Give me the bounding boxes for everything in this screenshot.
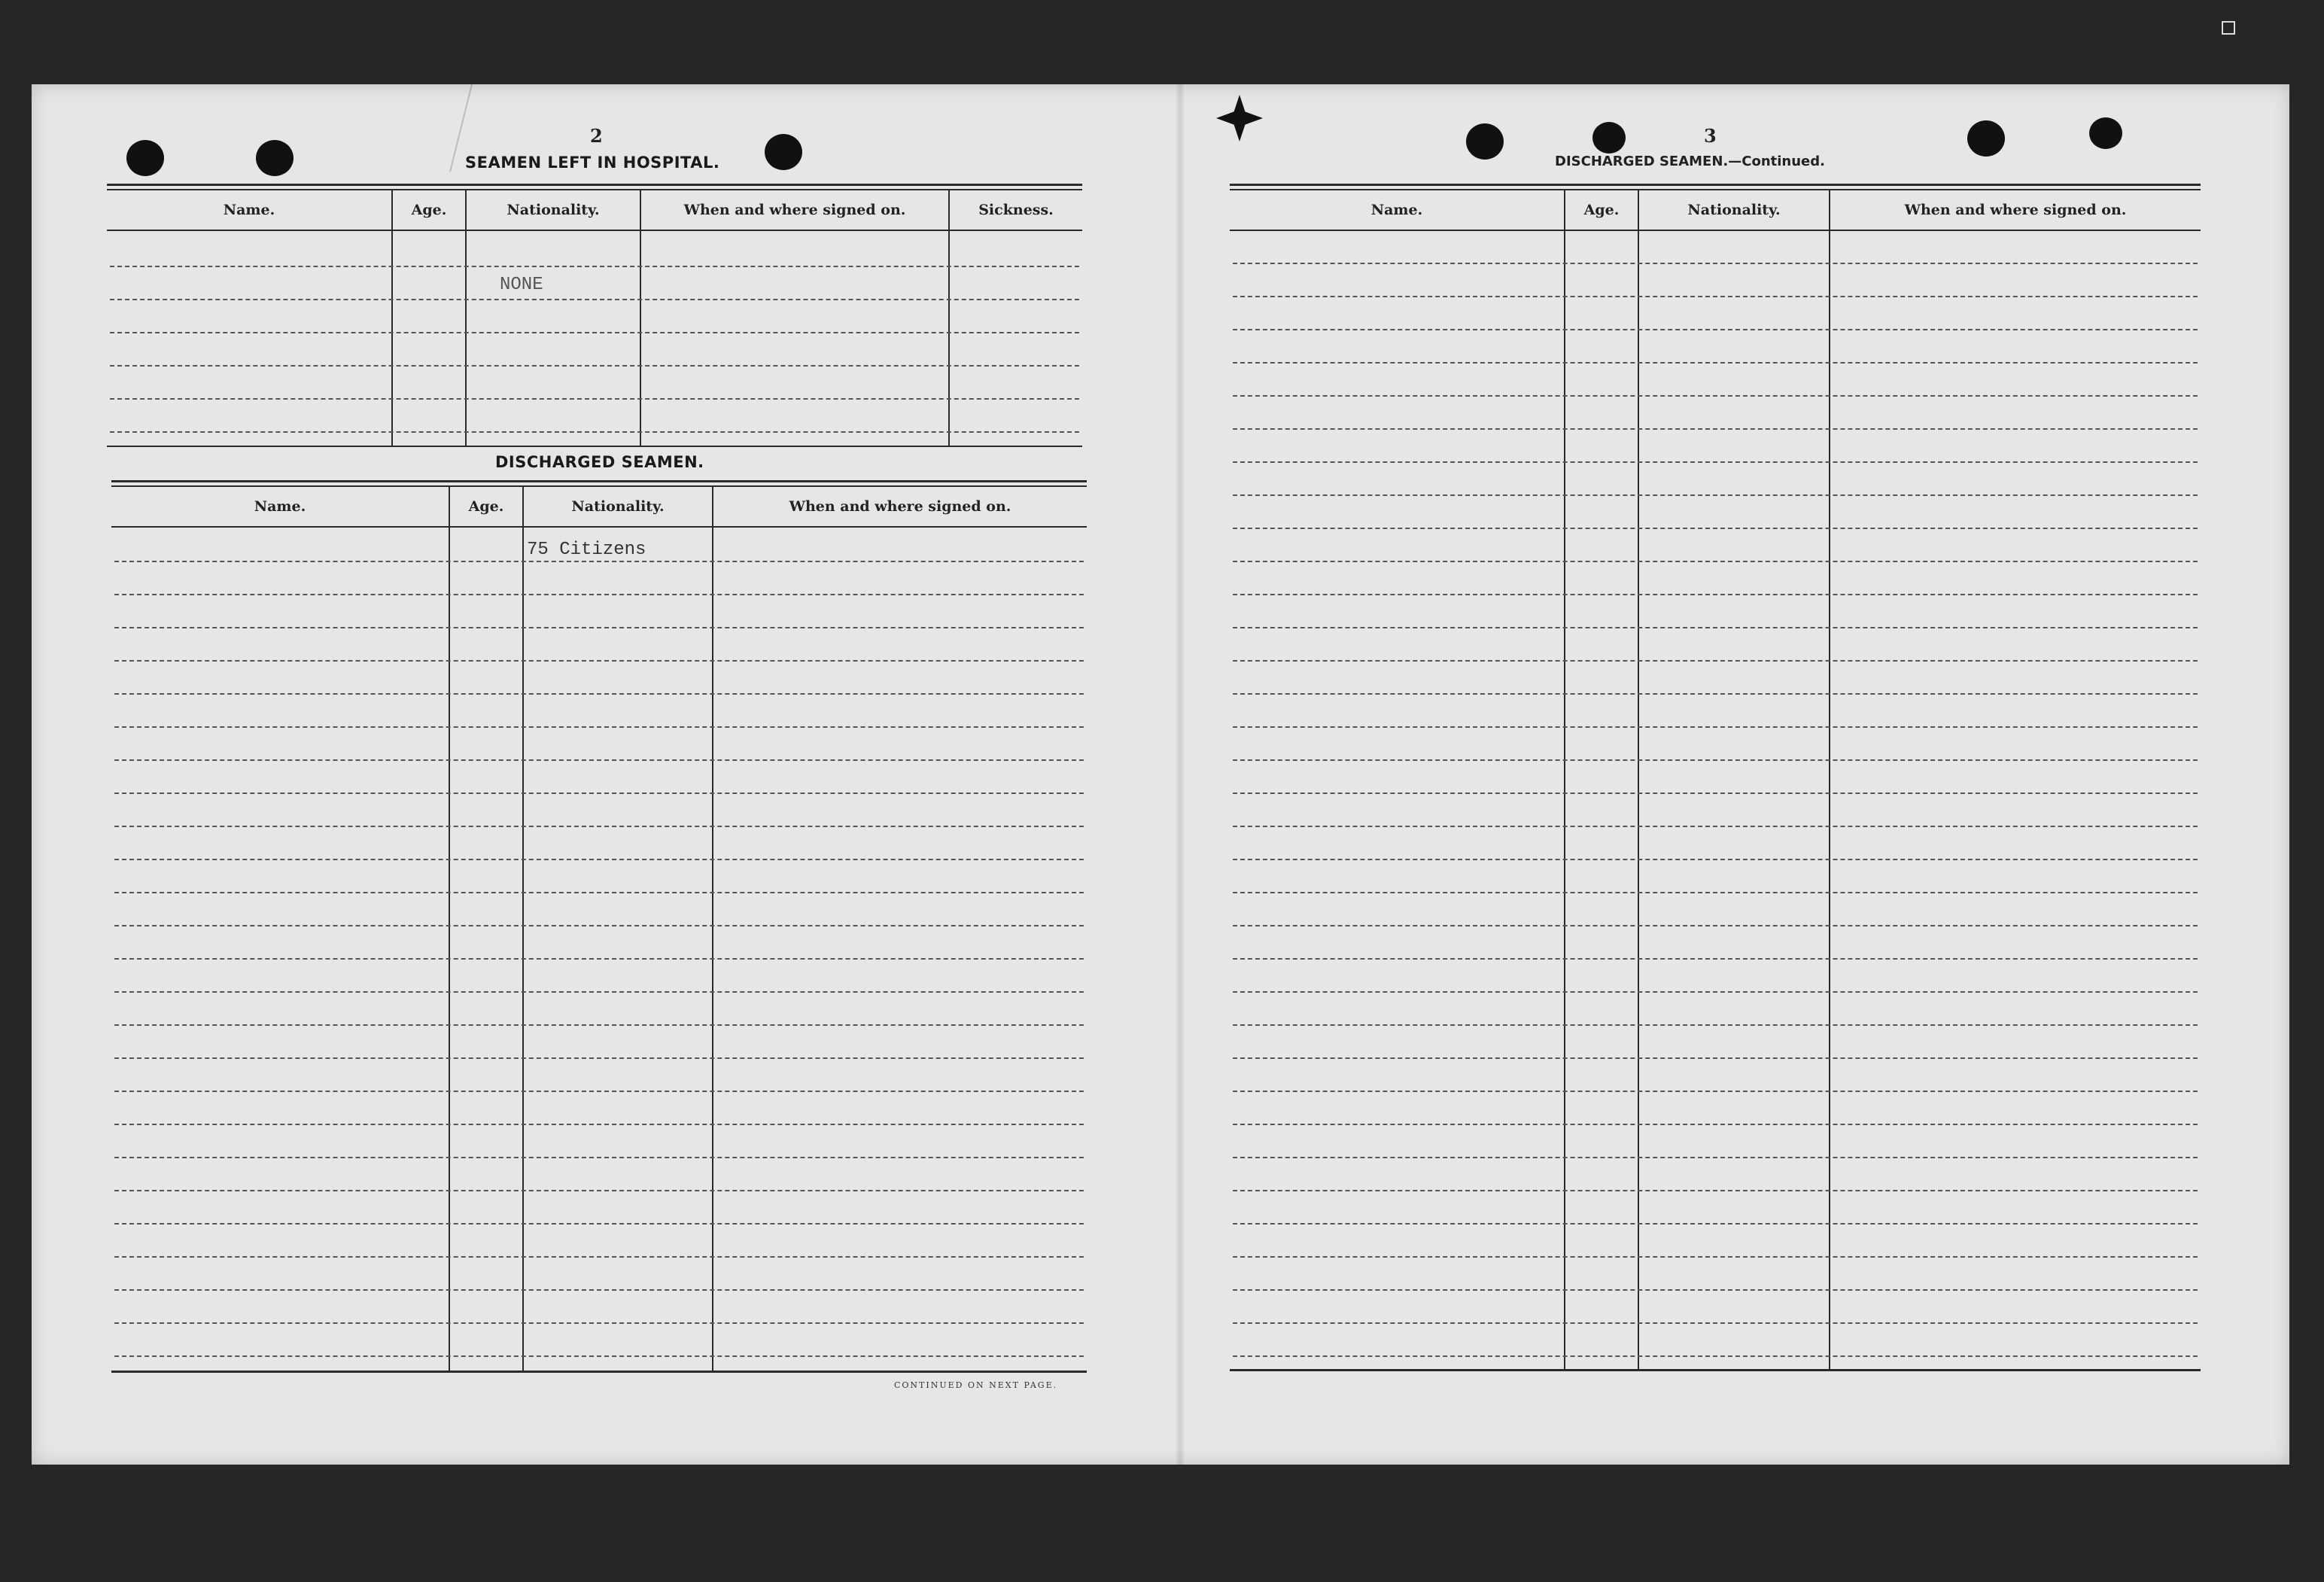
scan-corner-mark: [2222, 21, 2235, 35]
page-fold: [1176, 84, 1184, 1465]
row-rule: [1233, 793, 2198, 794]
row-rule: [1233, 925, 2198, 926]
row-rule: [114, 594, 1084, 595]
discharged-continued-header: [1230, 190, 2201, 231]
row-rule: [1233, 1355, 2198, 1357]
row-rule: [114, 826, 1084, 827]
row-rule: [114, 1223, 1084, 1225]
row-rule: [114, 1057, 1084, 1059]
row-rule: [1233, 428, 2198, 430]
punch-hole: [765, 134, 802, 170]
row-rule: [114, 693, 1084, 695]
row-rule: [1233, 1256, 2198, 1258]
row-rule: [114, 859, 1084, 860]
col-name-header: Name.: [1370, 202, 1423, 218]
punch-hole: [126, 140, 164, 176]
row-rule: [114, 660, 1084, 662]
row-rule: [1233, 759, 2198, 761]
row-rule: [114, 1256, 1084, 1258]
row-rule: [1233, 1091, 2198, 1092]
row-rule: [1233, 461, 2198, 463]
col-age-header: Age.: [468, 498, 504, 515]
row-rule: [114, 627, 1084, 628]
row-rule: [1233, 362, 2198, 364]
punch-hole: [1466, 123, 1504, 160]
row-rule: [114, 759, 1084, 761]
row-rule: [1233, 1322, 2198, 1324]
row-rule: [1233, 594, 2198, 595]
row-rule: [1233, 1024, 2198, 1026]
row-rule: [1233, 726, 2198, 728]
row-rule: [114, 1355, 1084, 1357]
page-number-left: 2: [590, 125, 603, 147]
punch-hole: [2089, 117, 2122, 149]
hospital-section-title: SEAMEN LEFT IN HOSPITAL.: [465, 154, 720, 172]
row-rule: [110, 431, 1079, 433]
row-rule: [1233, 1223, 2198, 1225]
row-rule: [114, 991, 1084, 993]
row-rule: [114, 1322, 1084, 1324]
column-divider: [391, 190, 393, 446]
hospital-table: [107, 184, 1082, 447]
col-signed-on-header: When and where signed on.: [1904, 202, 2127, 218]
discharged-entry: 75 Citizens: [527, 540, 646, 560]
row-rule: [114, 561, 1084, 562]
col-signed-on-header: When and where signed on.: [789, 498, 1011, 515]
column-divider: [522, 487, 524, 1371]
row-rule: [114, 1190, 1084, 1191]
row-rule: [110, 365, 1079, 367]
row-rule: [1233, 263, 2198, 264]
row-rule: [110, 299, 1079, 300]
punch-hole: [256, 140, 294, 176]
row-rule: [1233, 1190, 2198, 1191]
column-divider: [640, 190, 641, 446]
row-rule: [1233, 329, 2198, 330]
punch-hole: [1592, 122, 1626, 154]
row-rule: [1233, 991, 2198, 993]
row-rule: [114, 925, 1084, 926]
row-rule: [114, 793, 1084, 794]
row-rule: [1233, 1157, 2198, 1158]
discharged-table-left: [111, 480, 1087, 1373]
row-rule: [1233, 859, 2198, 860]
col-name-header: Name.: [254, 498, 306, 515]
row-rule: [114, 1124, 1084, 1125]
row-rule: [114, 958, 1084, 960]
page-number-right: 3: [1704, 125, 1717, 147]
col-age-header: Age.: [1583, 202, 1620, 218]
column-divider: [449, 487, 450, 1371]
row-rule: [1233, 627, 2198, 628]
row-rule: [114, 1024, 1084, 1026]
row-rule: [1233, 1057, 2198, 1059]
col-nationality-header: Nationality.: [571, 498, 665, 515]
discharged-section-title: DISCHARGED SEAMEN.: [495, 453, 704, 471]
row-rule: [1233, 826, 2198, 827]
row-rule: [1233, 892, 2198, 893]
row-rule: [1233, 958, 2198, 960]
row-rule: [1233, 1289, 2198, 1291]
column-divider: [948, 190, 950, 446]
col-signed-on-header: When and where signed on.: [683, 202, 906, 218]
discharged-continued-title: DISCHARGED SEAMEN.—Continued.: [1555, 154, 1825, 169]
col-sickness-header: Sickness.: [978, 202, 1054, 218]
discharged-table-header: [111, 487, 1087, 528]
row-rule: [110, 266, 1079, 267]
row-rule: [114, 1157, 1084, 1158]
column-divider: [465, 190, 467, 446]
row-rule: [1233, 296, 2198, 297]
row-rule: [1233, 561, 2198, 562]
col-name-header: Name.: [223, 202, 275, 218]
row-rule: [1233, 660, 2198, 662]
row-rule: [1233, 1124, 2198, 1125]
col-nationality-header: Nationality.: [1687, 202, 1781, 218]
row-rule: [114, 892, 1084, 893]
row-rule: [1233, 528, 2198, 529]
row-rule: [1233, 494, 2198, 496]
discharged-table-right: [1230, 184, 2201, 1371]
row-rule: [110, 398, 1079, 400]
row-rule: [1233, 395, 2198, 397]
punch-hole: [1967, 120, 2005, 157]
row-rule: [114, 1289, 1084, 1291]
column-divider: [1829, 190, 1830, 1369]
row-rule: [1233, 693, 2198, 695]
row-rule: [114, 1091, 1084, 1092]
hospital-entry: NONE: [500, 275, 543, 295]
row-rule: [110, 332, 1079, 333]
continued-note: CONTINUED ON NEXT PAGE.: [894, 1380, 1058, 1390]
column-divider: [1638, 190, 1639, 1369]
col-age-header: Age.: [411, 202, 447, 218]
col-nationality-header: Nationality.: [506, 202, 600, 218]
hospital-table-header: [107, 190, 1082, 231]
column-divider: [1564, 190, 1565, 1369]
row-rule: [114, 726, 1084, 728]
column-divider: [712, 487, 713, 1371]
